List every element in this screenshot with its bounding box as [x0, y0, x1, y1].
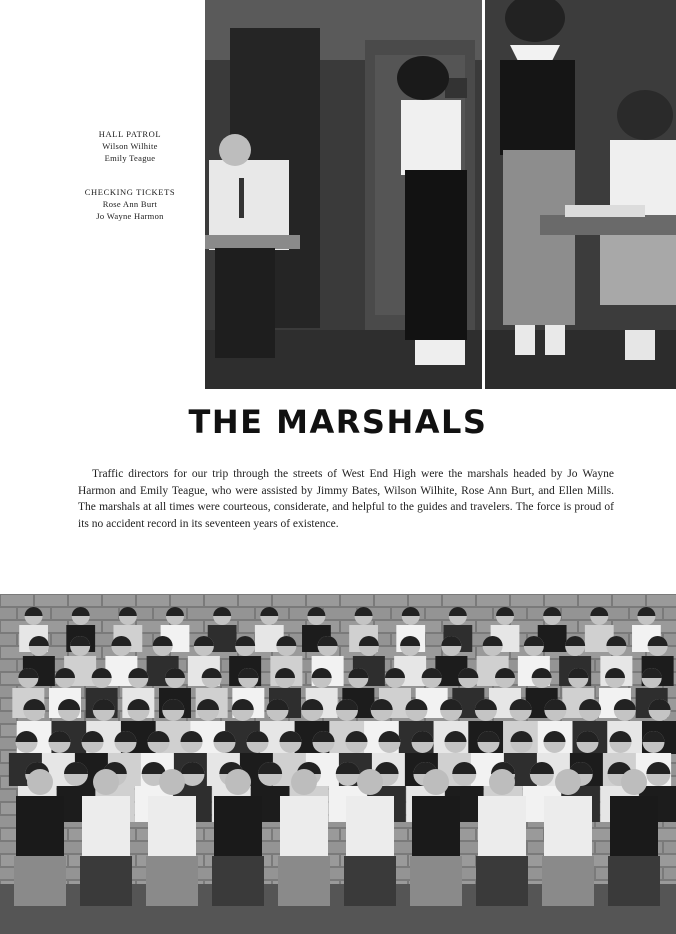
caption-checking-tickets [60, 186, 200, 222]
caption-heading: HALL PATROL [98, 129, 162, 139]
caption-hall-patrol [60, 128, 200, 164]
hall-patrol-photo [205, 0, 482, 389]
marshals-group-photo [0, 594, 676, 934]
caption-name: Rose Ann Burt [102, 199, 158, 209]
caption-name: Emily Teague [104, 153, 156, 163]
caption-name: Wilson Wilhite [102, 141, 158, 151]
body-paragraph: Traffic directors for our trip through the streets of West End High were the marshals headed by Jo Wayne Harmon and Emily Teague, who were assisted by Jimmy Bates, Wilson Wilhite, Rose Ann Burt, and Ellen Mills. The marshals at all times were courteous, considerate, and helpful to the guides and travelers. The force is proud of its no accident record in its seventeen years of existence. [78, 468, 614, 530]
caption-name: Jo Wayne Harmon [96, 211, 164, 221]
checking-tickets-photo [485, 0, 676, 389]
page-title: THE MARSHALS [188, 403, 488, 441]
photo-captions [60, 128, 200, 244]
caption-heading: CHECKING TICKETS [84, 187, 176, 197]
